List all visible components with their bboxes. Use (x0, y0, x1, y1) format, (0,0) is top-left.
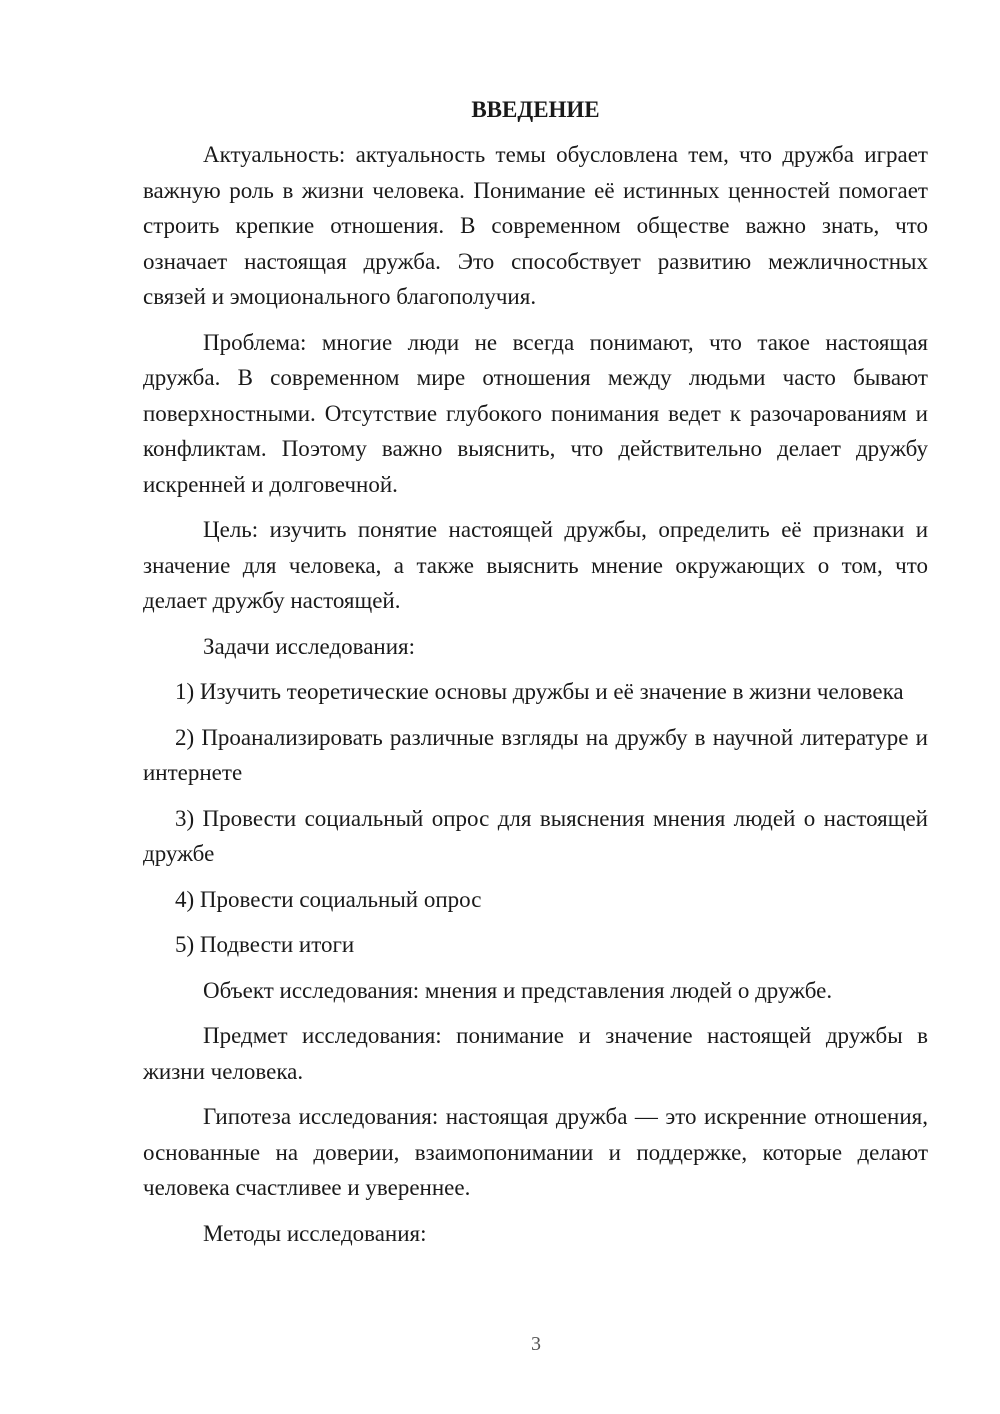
task-item-1: 1) Изучить теоретические основы дружбы и её значение в жизни человека (175, 679, 904, 704)
task-item-2: 2) Проанализировать различные взгляды на дружбу в научной литературе и интернете (143, 724, 928, 785)
tasks-heading: Задачи исследования: (203, 633, 416, 659)
task-item-5: 5) Подвести итоги (175, 932, 355, 957)
page-number: 3 (531, 1333, 541, 1355)
page-content (143, 92, 928, 1261)
paragraph-problem: Проблема: многие люди не всегда понимают, что такое настоящая дружба. В современном мире отношения между людьми часто бывают поверхностными. Отсутствие глубокого понимания ведет к разочарованиям и конфликтам. Поэтому важно выяснить, что действительно делает дружбу искренней и долговечной. (143, 329, 928, 497)
task-item-4: 4) Провести социальный опрос (175, 886, 482, 912)
task-item-3: 3) Провести социальный опрос для выяснения мнения людей о настоящей дружбе (143, 805, 928, 866)
paragraph-object: Объект исследования: мнения и представления людей о дружбе. (203, 977, 833, 1003)
methods-heading: Методы исследования: (203, 1220, 427, 1246)
paragraph-hypothesis: Гипотеза исследования: настоящая дружба — это искренние отношения, основанные на доверии, взаимопонимании и поддержке, которые делают человека счастливее и увереннее. (143, 1104, 928, 1200)
paragraph-relevance: Актуальность: актуальность темы обусловлена тем, что дружба играет важную роль в жизни человека. Понимание её истинных ценностей помогает строить крепкие отношения. В современном обществе важно знать, что означает настоящая дружба. Это способствует развитию межличностных связей и эмоционального благополучия. (143, 142, 928, 309)
paragraph-subject: Предмет исследования: понимание и значение настоящей дружбы в жизни человека. (143, 1023, 928, 1084)
section-title: ВВЕДЕНИЕ (471, 97, 600, 122)
paragraph-goal: Цель: изучить понятие настоящей дружбы, определить её признаки и значение для человека, а также выяснить мнение окружающих о том, что делает дружбу настоящей. (143, 517, 928, 613)
